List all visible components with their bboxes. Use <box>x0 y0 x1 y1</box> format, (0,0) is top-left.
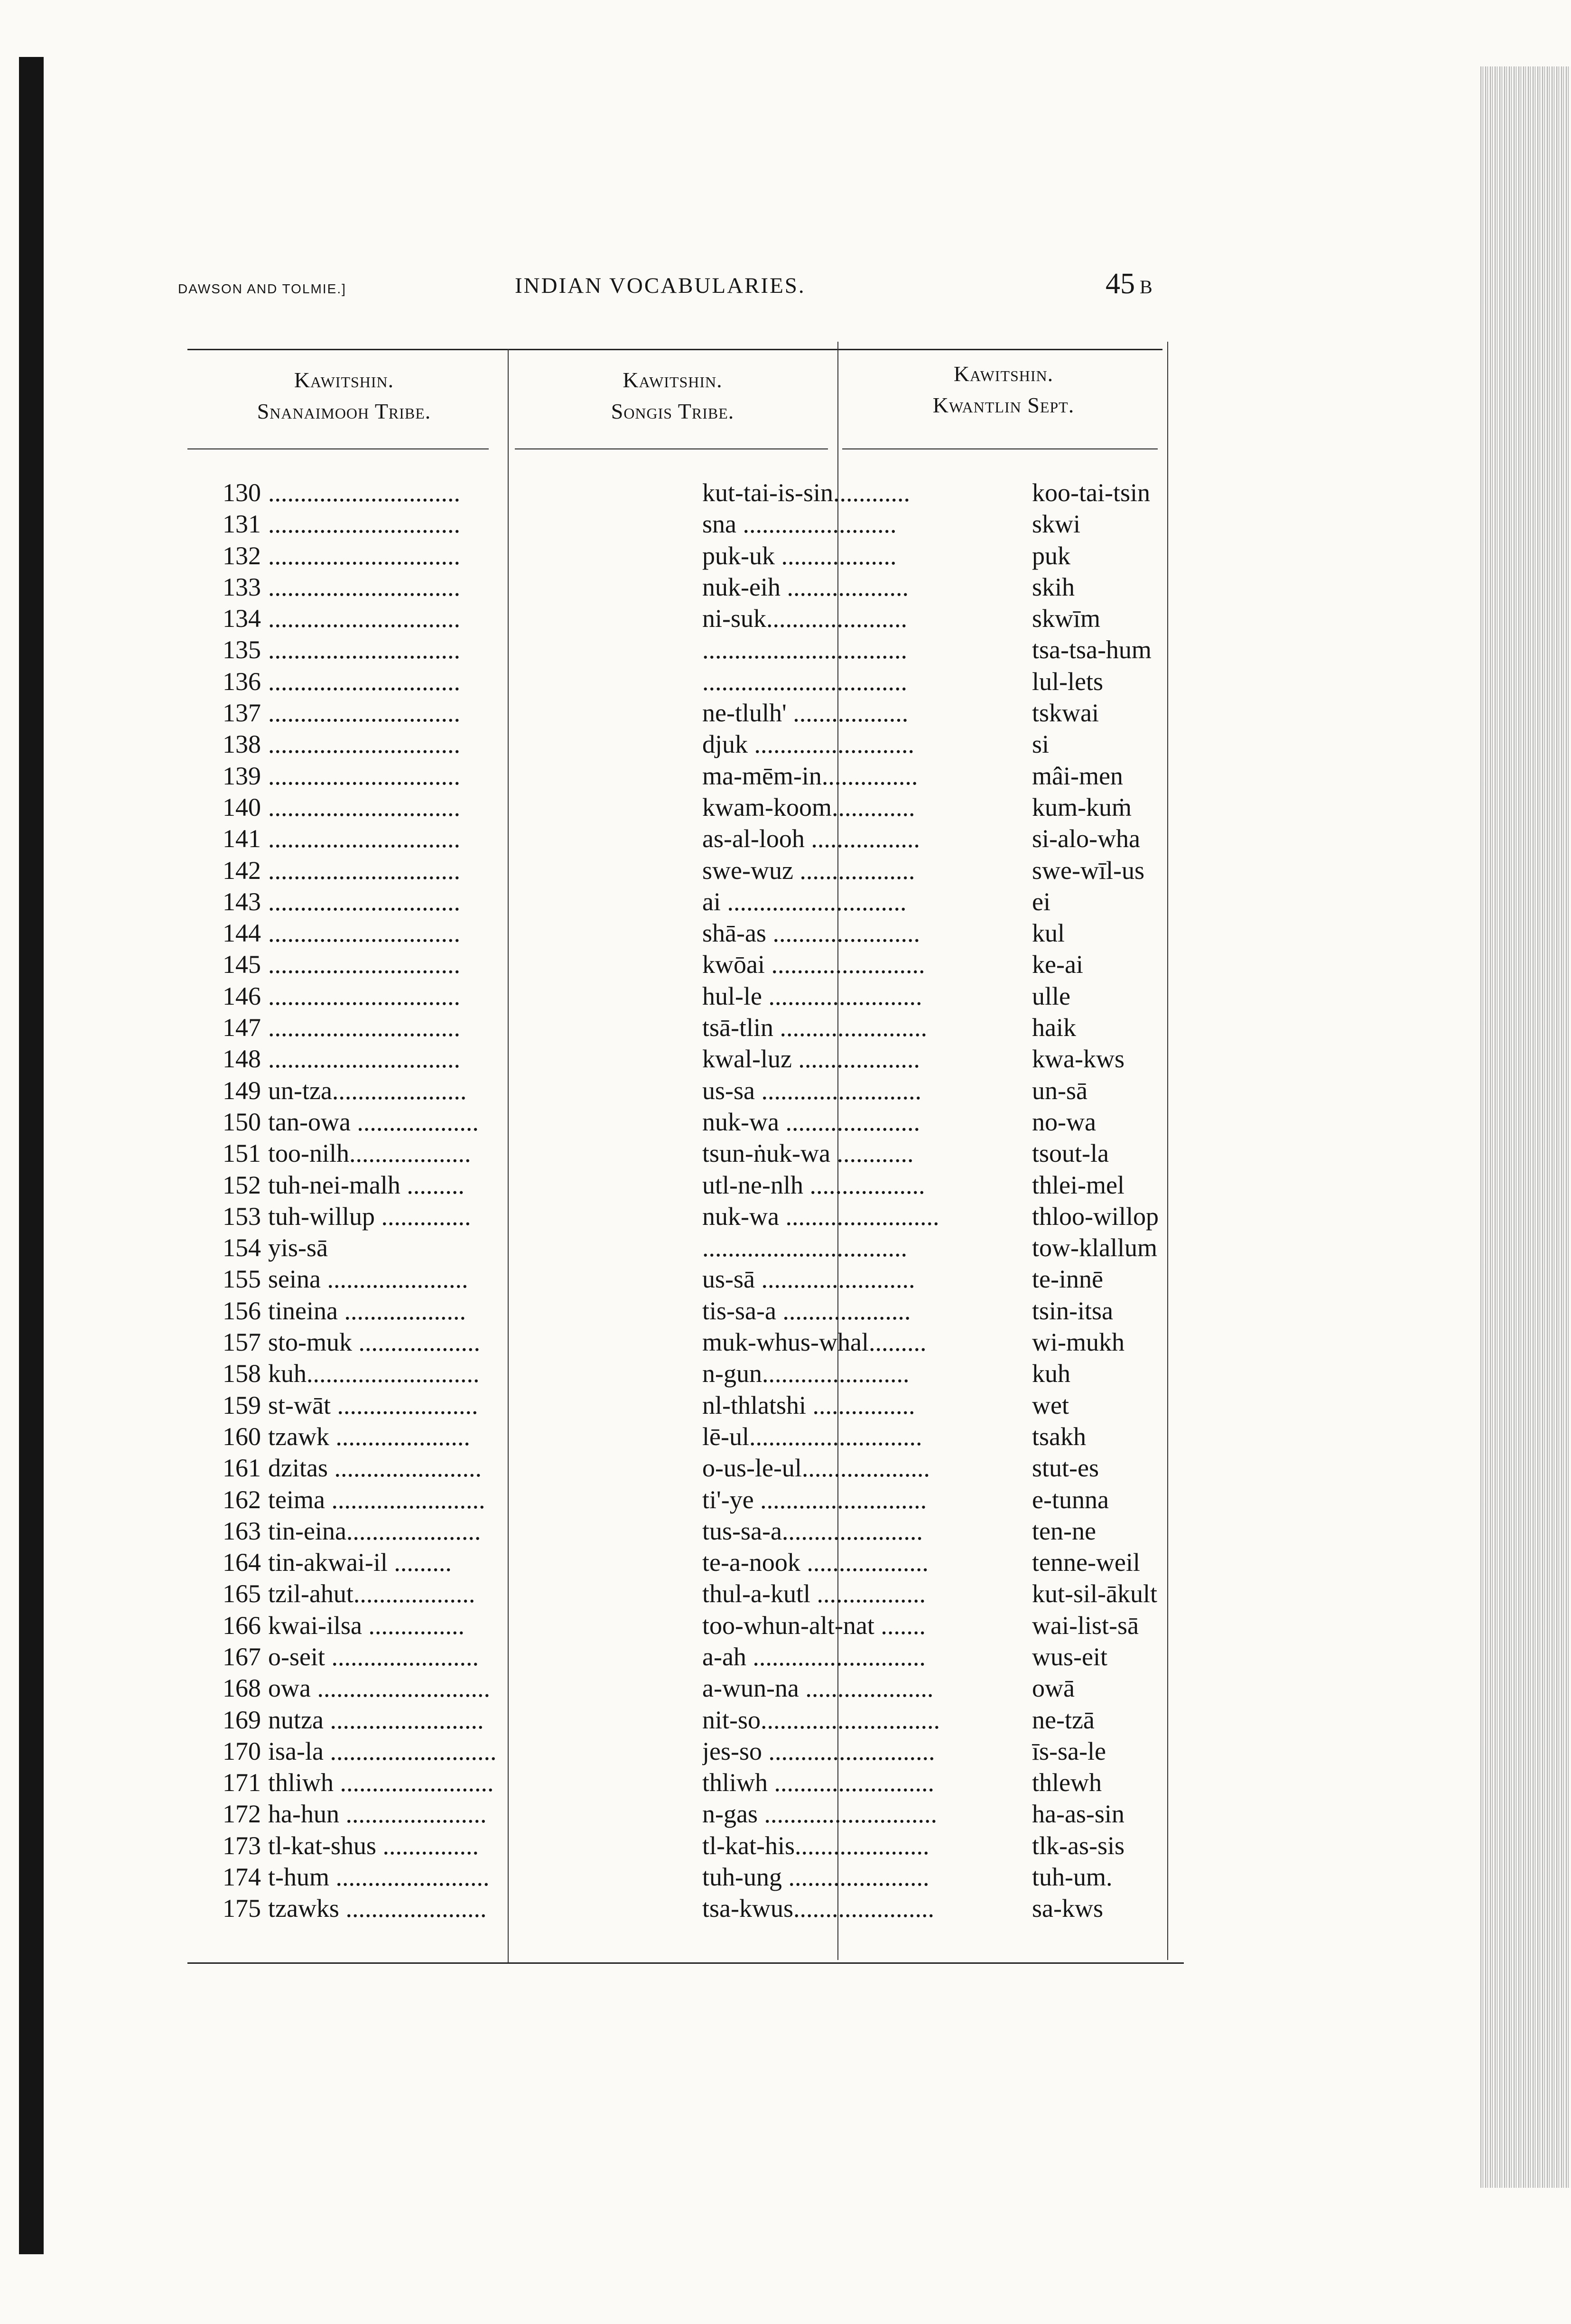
snanaimooh-word: kuh........................... <box>268 1359 480 1388</box>
kwantlin-word: skwi <box>1032 510 1081 539</box>
kwantlin-word: tlk-as-sis <box>1032 1831 1125 1860</box>
kwantlin-word: un-sā <box>1032 1076 1088 1105</box>
row-number: 174 <box>223 1863 261 1892</box>
snanaimooh-word: tuh-willup .............. <box>268 1202 471 1231</box>
songis-word: tsā-tlin ....................... <box>702 1013 927 1042</box>
row-number: 158 <box>223 1359 261 1388</box>
songis-word: swe-wuz .................. <box>702 856 915 885</box>
songis-word: muk-whus-whal......... <box>702 1328 927 1357</box>
snanaimooh-word: .............................. <box>268 950 460 979</box>
songis-word: o-us-le-ul.................... <box>702 1454 930 1483</box>
row-number: 148 <box>223 1045 261 1073</box>
kwantlin-word: tsa-tsa-hum <box>1032 635 1152 664</box>
table-row <box>180 1012 1158 1043</box>
table-row <box>180 477 1158 508</box>
running-header <box>0 259 1571 301</box>
table-row <box>180 1641 1158 1672</box>
snanaimooh-word: seina ...................... <box>268 1265 468 1294</box>
snanaimooh-word: o-seit ....................... <box>268 1642 479 1671</box>
table-row <box>180 1767 1158 1798</box>
row-number: 155 <box>223 1265 261 1294</box>
table-row <box>180 980 1158 1012</box>
column-heading-language: Kawitshin. <box>953 362 1054 386</box>
table-row <box>180 1736 1158 1767</box>
snanaimooh-word: .............................. <box>268 510 460 539</box>
table-row <box>180 760 1158 792</box>
snanaimooh-word: .............................. <box>268 635 460 664</box>
row-number: 173 <box>223 1831 261 1860</box>
songis-word: shā-as ....................... <box>702 919 920 948</box>
kwantlin-word: tsakh <box>1032 1422 1086 1451</box>
table-row <box>180 1861 1158 1893</box>
songis-word: thul-a-kutl ................. <box>702 1579 926 1608</box>
kwantlin-word: koo-tai-tsin <box>1032 478 1150 507</box>
row-number: 137 <box>223 699 261 728</box>
kwantlin-word: tskwai <box>1032 699 1099 728</box>
row-number: 142 <box>223 856 261 885</box>
snanaimooh-word: tan-owa ................... <box>268 1107 479 1136</box>
kwantlin-word: wus-eit <box>1032 1642 1107 1671</box>
table-row <box>180 1421 1158 1452</box>
table-row <box>180 1106 1158 1138</box>
snanaimooh-word: nutza ........................ <box>268 1705 484 1734</box>
table-row <box>180 1515 1158 1547</box>
row-number: 149 <box>223 1076 261 1105</box>
songis-word: te-a-nook ................... <box>702 1548 929 1577</box>
row-number: 164 <box>223 1548 261 1577</box>
snanaimooh-word: st-wāt ...................... <box>268 1391 478 1419</box>
kwantlin-word: thloo-willop <box>1032 1202 1159 1231</box>
songis-word: kwam-koom............. <box>702 793 915 821</box>
kwantlin-word: kwa-kws <box>1032 1045 1125 1073</box>
column1-header-rule <box>187 448 489 449</box>
kwantlin-word: haik <box>1032 1013 1076 1042</box>
row-number: 172 <box>223 1800 261 1829</box>
row-number: 157 <box>223 1328 261 1357</box>
songis-word: nuk-wa ........................ <box>702 1202 939 1231</box>
row-number: 147 <box>223 1013 261 1042</box>
songis-word: ma-mēm-in............... <box>702 761 918 790</box>
snanaimooh-word: owa ........................... <box>268 1674 490 1703</box>
kwantlin-word: tuh-um. <box>1032 1863 1113 1892</box>
row-number: 131 <box>223 510 261 539</box>
songis-word: jes-so .......................... <box>702 1736 935 1765</box>
kwantlin-word: stut-es <box>1032 1454 1099 1483</box>
kwantlin-word: tsin-itsa <box>1032 1296 1113 1325</box>
vocabulary-table-body <box>180 477 1158 1924</box>
table-row <box>180 1578 1158 1609</box>
songis-word: utl-ne-nlh .................. <box>702 1170 925 1199</box>
row-number: 135 <box>223 635 261 664</box>
column-heading-snanaimooh <box>187 364 501 427</box>
kwantlin-word: kum-kuṁ <box>1032 793 1132 821</box>
row-number: 170 <box>223 1736 261 1765</box>
row-number: 132 <box>223 541 261 570</box>
snanaimooh-word: ha-hun ...................... <box>268 1800 487 1829</box>
row-number: 150 <box>223 1107 261 1136</box>
snanaimooh-word: .............................. <box>268 919 460 948</box>
snanaimooh-word: .............................. <box>268 667 460 696</box>
kwantlin-word: kut-sil-ākult <box>1032 1579 1157 1608</box>
snanaimooh-word: .............................. <box>268 1045 460 1073</box>
row-number: 145 <box>223 950 261 979</box>
table-row <box>180 1672 1158 1704</box>
songis-word: tis-sa-a .................... <box>702 1296 911 1325</box>
snanaimooh-word: tzawk ..................... <box>268 1422 470 1451</box>
table-row <box>180 1452 1158 1484</box>
row-number: 143 <box>223 887 261 916</box>
row-number: 133 <box>223 572 261 601</box>
songis-word: kut-tai-is-sin............ <box>702 478 910 507</box>
table-row <box>180 540 1158 571</box>
snanaimooh-word: .............................. <box>268 793 460 821</box>
kwantlin-word: ten-ne <box>1032 1516 1096 1545</box>
songis-word: tus-sa-a...................... <box>702 1516 923 1545</box>
kwantlin-word: si-alo-wha <box>1032 824 1140 853</box>
kwantlin-word: si <box>1032 730 1050 759</box>
snanaimooh-word: tuh-nei-malh ......... <box>268 1170 465 1199</box>
row-number: 171 <box>223 1768 261 1797</box>
kwantlin-word: ha-as-sin <box>1032 1800 1125 1829</box>
songis-word: as-al-looh ................. <box>702 824 920 853</box>
table-row <box>180 1232 1158 1263</box>
kwantlin-word: wai-list-sā <box>1032 1611 1139 1640</box>
page-edge-scan <box>1480 66 1571 2188</box>
table-row <box>180 571 1158 603</box>
songis-word: nl-thlatshi ................ <box>702 1391 915 1419</box>
table-row <box>180 1893 1158 1924</box>
column3-header-rule <box>842 448 1158 449</box>
table-row <box>180 1830 1158 1861</box>
songis-word: hul-le ........................ <box>702 981 922 1010</box>
kwantlin-word: skwīm <box>1032 604 1101 633</box>
songis-word: thliwh ......................... <box>702 1768 935 1797</box>
kwantlin-word: ei <box>1032 887 1050 916</box>
snanaimooh-word: tl-kat-shus ............... <box>268 1831 479 1860</box>
kwantlin-word: ulle <box>1032 981 1070 1010</box>
column2-header-rule <box>515 448 828 449</box>
snanaimooh-word: .............................. <box>268 604 460 633</box>
row-number: 152 <box>223 1170 261 1199</box>
table-top-rule <box>187 349 1162 350</box>
table-row <box>180 1547 1158 1578</box>
row-number: 134 <box>223 604 261 633</box>
kwantlin-word: tenne-weil <box>1032 1548 1140 1577</box>
table-row <box>180 1610 1158 1641</box>
kwantlin-word: te-innē <box>1032 1265 1103 1294</box>
songis-word: sna ........................ <box>702 510 897 539</box>
songis-word: ai ............................ <box>702 887 907 916</box>
table-row <box>180 1484 1158 1515</box>
table-bottom-rule <box>187 1962 1184 1964</box>
table-row <box>180 634 1158 665</box>
snanaimooh-word: .............................. <box>268 761 460 790</box>
row-number: 163 <box>223 1516 261 1545</box>
row-number: 151 <box>223 1139 261 1168</box>
snanaimooh-word: yis-sā <box>268 1233 328 1262</box>
kwantlin-word: kul <box>1032 919 1065 948</box>
table-row <box>180 792 1158 823</box>
snanaimooh-word: sto-muk ................... <box>268 1328 481 1357</box>
snanaimooh-word: .............................. <box>268 572 460 601</box>
row-number: 167 <box>223 1642 261 1671</box>
songis-word: a-ah ........................... <box>702 1642 926 1671</box>
songis-word: puk-uk .................. <box>702 541 897 570</box>
songis-word: ................................ <box>702 635 907 664</box>
kwantlin-word: wet <box>1032 1391 1069 1419</box>
table-row <box>180 1075 1158 1106</box>
column-heading-language: Kawitshin. <box>294 368 394 392</box>
row-number: 160 <box>223 1422 261 1451</box>
songis-word: kwal-luz ................... <box>702 1045 920 1073</box>
row-number: 159 <box>223 1391 261 1419</box>
kwantlin-word: thlei-mel <box>1032 1170 1125 1199</box>
snanaimooh-word: .............................. <box>268 478 460 507</box>
table-row <box>180 1201 1158 1232</box>
row-number: 156 <box>223 1296 261 1325</box>
songis-word: tuh-ung ...................... <box>702 1863 930 1892</box>
songis-word: nuk-eih ................... <box>702 572 909 601</box>
table-row <box>180 1043 1158 1074</box>
column-heading-tribe: Snanaimooh Tribe. <box>257 399 431 423</box>
row-number: 141 <box>223 824 261 853</box>
table-row <box>180 1704 1158 1736</box>
songis-word: ti'-ye .......................... <box>702 1485 927 1514</box>
kwantlin-word: wi-mukh <box>1032 1328 1125 1357</box>
table-row <box>180 666 1158 697</box>
kwantlin-word: lul-lets <box>1032 667 1103 696</box>
table-row <box>180 697 1158 728</box>
table-row <box>180 917 1158 949</box>
kwantlin-word: sa-kws <box>1032 1894 1103 1923</box>
snanaimooh-word: .............................. <box>268 541 460 570</box>
column-heading-language: Kawitshin. <box>623 368 723 392</box>
kwantlin-word: īs-sa-le <box>1032 1736 1106 1765</box>
row-number: 169 <box>223 1705 261 1734</box>
songis-word: too-whun-alt-nat ....... <box>702 1611 926 1640</box>
row-number: 144 <box>223 919 261 948</box>
row-number: 140 <box>223 793 261 821</box>
snanaimooh-word: .............................. <box>268 856 460 885</box>
snanaimooh-word: too-nilh................... <box>268 1139 471 1168</box>
songis-word: ................................ <box>702 1233 907 1262</box>
snanaimooh-word: .............................. <box>268 824 460 853</box>
songis-word: ni-suk...................... <box>702 604 907 633</box>
songis-word: nit-so............................ <box>702 1705 940 1734</box>
snanaimooh-word: .............................. <box>268 730 460 759</box>
kwantlin-word: owā <box>1032 1674 1075 1703</box>
kwantlin-word: tow-klallum <box>1032 1233 1157 1262</box>
songis-word: tl-kat-his..................... <box>702 1831 930 1860</box>
table-row <box>180 728 1158 760</box>
author-header: DAWSON AND TOLMIE.] <box>178 281 346 296</box>
row-number: 175 <box>223 1894 261 1923</box>
songis-word: a-wun-na .................... <box>702 1674 934 1703</box>
songis-word: ne-tlulh' .................. <box>702 699 909 728</box>
column-heading-tribe: Songis Tribe. <box>611 399 734 423</box>
snanaimooh-word: tineina ................... <box>268 1296 466 1325</box>
row-number: 162 <box>223 1485 261 1514</box>
snanaimooh-word: dzitas ....................... <box>268 1454 482 1483</box>
row-number: 136 <box>223 667 261 696</box>
table-row <box>180 603 1158 634</box>
snanaimooh-word: .............................. <box>268 699 460 728</box>
table-row <box>180 886 1158 917</box>
songis-word: ................................ <box>702 667 907 696</box>
row-number: 166 <box>223 1611 261 1640</box>
table-row <box>180 508 1158 540</box>
row-number: 130 <box>223 478 261 507</box>
table-row <box>180 1169 1158 1201</box>
table-row <box>180 823 1158 854</box>
songis-word: tsun-ṅuk-wa ............ <box>702 1139 914 1168</box>
snanaimooh-word: un-tza..................... <box>268 1076 467 1105</box>
snanaimooh-word: .............................. <box>268 887 460 916</box>
snanaimooh-word: tin-akwai-il ......... <box>268 1548 452 1577</box>
column-heading-songis <box>515 364 830 427</box>
songis-word: n-gas ........................... <box>702 1800 937 1829</box>
table-row <box>180 1390 1158 1421</box>
snanaimooh-word: tzil-ahut................... <box>268 1579 475 1608</box>
songis-word: us-sā ........................ <box>702 1265 915 1294</box>
row-number: 165 <box>223 1579 261 1608</box>
songis-word: n-gun....................... <box>702 1359 910 1388</box>
table-row <box>180 949 1158 980</box>
songis-word: djuk ......................... <box>702 730 915 759</box>
table-row <box>180 855 1158 886</box>
page-title: INDIAN VOCABULARIES. <box>515 273 806 298</box>
row-number: 161 <box>223 1454 261 1483</box>
row-number: 138 <box>223 730 261 759</box>
row-number: 139 <box>223 761 261 790</box>
snanaimooh-word: thliwh ........................ <box>268 1768 494 1797</box>
table-row <box>180 1295 1158 1326</box>
snanaimooh-word: tzawks ...................... <box>268 1894 487 1923</box>
kwantlin-word: e-tunna <box>1032 1485 1109 1514</box>
row-number: 154 <box>223 1233 261 1262</box>
kwantlin-word: skih <box>1032 572 1075 601</box>
table-row <box>180 1326 1158 1358</box>
row-number: 153 <box>223 1202 261 1231</box>
kwantlin-word: ke-ai <box>1032 950 1083 979</box>
snanaimooh-word: isa-la .......................... <box>268 1736 497 1765</box>
snanaimooh-word: .............................. <box>268 1013 460 1042</box>
snanaimooh-word: t-hum ........................ <box>268 1863 490 1892</box>
column-heading-sept: Kwantlin Sept. <box>932 393 1075 417</box>
snanaimooh-word: tin-eina..................... <box>268 1516 481 1545</box>
kwantlin-word: kuh <box>1032 1359 1070 1388</box>
songis-word: us-sa ......................... <box>702 1076 921 1105</box>
table-row <box>180 1798 1158 1829</box>
table-row <box>180 1358 1158 1389</box>
snanaimooh-word: teima ........................ <box>268 1485 485 1514</box>
snanaimooh-word: kwai-ilsa ............... <box>268 1611 465 1640</box>
kwantlin-word: ne-tzā <box>1032 1705 1095 1734</box>
row-number: 146 <box>223 981 261 1010</box>
kwantlin-word: swe-wīl-us <box>1032 856 1144 885</box>
column-heading-kwantlin <box>842 358 1165 421</box>
songis-word: nuk-wa ..................... <box>702 1107 920 1136</box>
songis-word: tsa-kwus...................... <box>702 1894 934 1923</box>
kwantlin-word: thlewh <box>1032 1768 1102 1797</box>
snanaimooh-word: .............................. <box>268 981 460 1010</box>
kwantlin-word: puk <box>1032 541 1070 570</box>
page-number: 45 B <box>1106 268 1153 300</box>
book-spine-shadow <box>19 57 44 2254</box>
table-row <box>180 1138 1158 1169</box>
songis-word: lē-ul........................... <box>702 1422 922 1451</box>
kwantlin-word: no-wa <box>1032 1107 1096 1136</box>
table-row <box>180 1263 1158 1295</box>
row-number: 168 <box>223 1674 261 1703</box>
kwantlin-word: mâi-men <box>1032 761 1123 790</box>
kwantlin-word: tsout-la <box>1032 1139 1109 1168</box>
songis-word: kwōai ........................ <box>702 950 925 979</box>
